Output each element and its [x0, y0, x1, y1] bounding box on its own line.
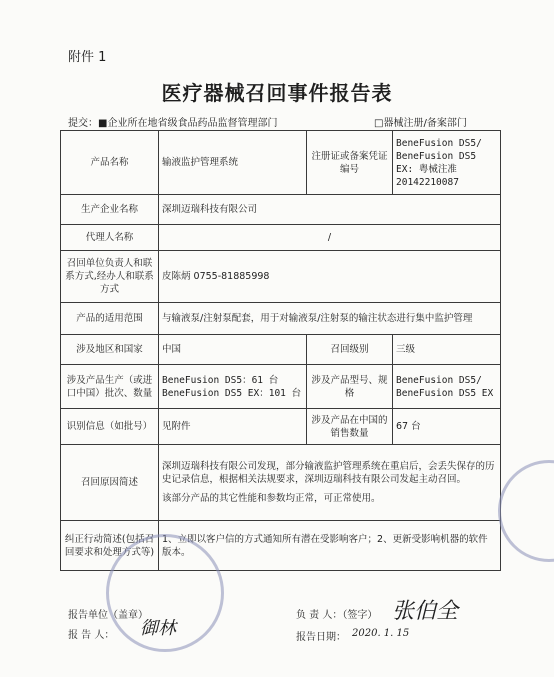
device-registration-option: □器械注册/备案部门 — [374, 118, 467, 129]
manufacturer-label: 生产企业名称 — [61, 195, 159, 225]
signature-reporter: 御林 — [140, 618, 176, 639]
reporter-label: 报 告 人： — [68, 630, 115, 641]
product-name-label: 产品名称 — [61, 131, 159, 195]
agent-label: 代理人名称 — [61, 225, 159, 251]
table-row — [61, 303, 501, 335]
date-label: 报告日期： — [296, 632, 346, 643]
reg-no-label: 注册证或备案凭证编号 — [307, 131, 393, 195]
action: 1、立即以客户信的方式通知所有潜在受影响客户；2、更新受影响机器的软件版本。 — [159, 521, 501, 571]
recall-level-label: 召回级别 — [307, 335, 393, 365]
scope: 与输液泵/注射泵配套，用于对输液泵/注射泵的输注状态进行集中监护管理 — [159, 303, 501, 335]
table-row — [61, 445, 501, 521]
unit-label: 报告单位（盖章） — [68, 610, 148, 621]
table-row — [61, 365, 501, 409]
page-title: 医疗器械召回事件报告表 — [161, 81, 393, 105]
recall-report-table — [60, 130, 501, 571]
table-row — [61, 131, 501, 195]
table-row — [61, 195, 501, 225]
region-label: 涉及地区和国家 — [61, 335, 159, 365]
sales-label: 涉及产品在中国的销售数量 — [307, 409, 393, 445]
model: BeneFusion DS5/ BeneFusion DS5 EX — [393, 365, 501, 409]
reason-label: 召回原因简述 — [61, 445, 159, 521]
batch-label: 涉及产品生产（或进口中国）批次、数量 — [61, 365, 159, 409]
model-label: 涉及产品型号、规格 — [307, 365, 393, 409]
table-row — [61, 335, 501, 365]
id-info-label: 识别信息（如批号） — [61, 409, 159, 445]
responsible-label: 负 责 人：（签字） — [296, 610, 378, 621]
agent: / — [159, 225, 501, 251]
report-date: 2020. 1. 15 — [352, 628, 410, 639]
recall-level: 三级 — [393, 335, 501, 365]
action-label: 纠正行动简述(包括召回要求和处理方式等) — [61, 521, 159, 571]
table-row — [61, 251, 501, 303]
product-name: 输液监护管理系统 — [159, 131, 307, 195]
submit-to: 提交：■企业所在地省级食品药品监督管理部门 — [68, 118, 278, 129]
contact: 皮陈炳 0755-81885998 — [159, 251, 501, 303]
id-info: 见附件 — [159, 409, 307, 445]
attachment-label: 附件 1 — [68, 50, 107, 65]
manufacturer: 深圳迈瑞科技有限公司 — [159, 195, 501, 225]
scope-label: 产品的适用范围 — [61, 303, 159, 335]
reason-paragraph-1: 深圳迈瑞科技有限公司发现，部分输液监护管理系统在重启后，会丢失保存的历史记录信息，根据相关法规要求，深圳迈瑞科技有限公司发起主动召回。 — [162, 461, 495, 485]
company-seal — [106, 534, 224, 652]
table-row — [61, 409, 501, 445]
contact-label: 召回单位负责人和联系方式,经办人和联系方式 — [61, 251, 159, 303]
table-row — [61, 225, 501, 251]
reason-cell — [159, 445, 501, 521]
company-seal-partial — [498, 460, 554, 562]
reason-paragraph-2: 该部分产品的其它性能和参数均正常，可正常使用。 — [162, 493, 381, 504]
sales: 67 台 — [393, 409, 501, 445]
reg-no: BeneFusion DS5/ BeneFusion DS5 EX: 粤械注准 20142210087 — [393, 131, 501, 195]
signature-responsible: 张伯全 — [392, 599, 459, 624]
region: 中国 — [159, 335, 307, 365]
batch: BeneFusion DS5：61 台 BeneFusion DS5 EX：101 台 — [159, 365, 307, 409]
